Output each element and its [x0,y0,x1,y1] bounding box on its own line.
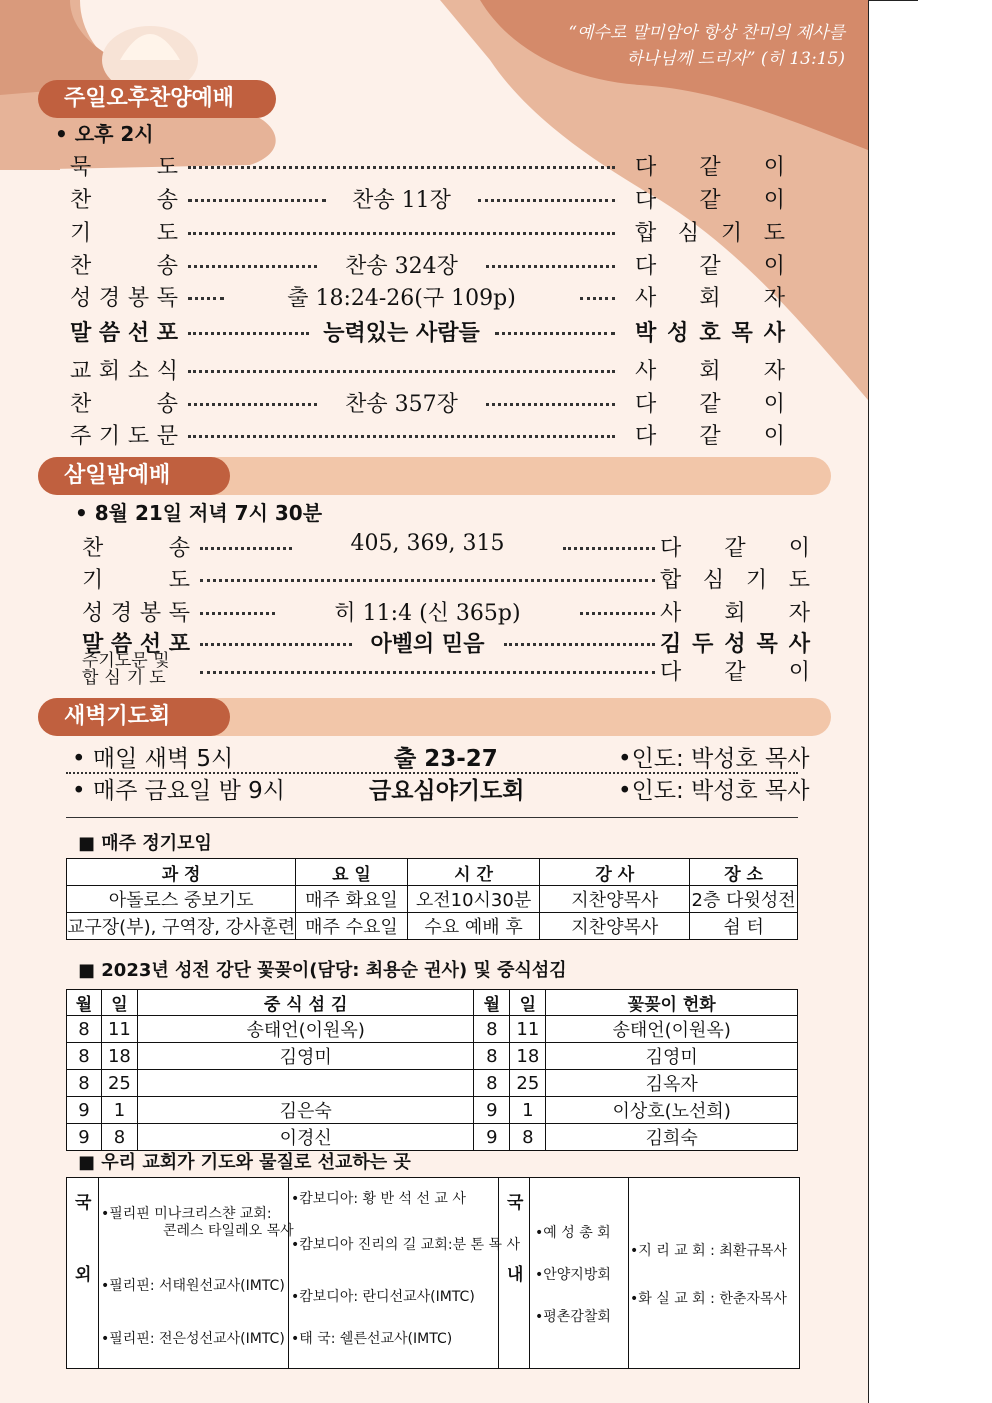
abroad-label: 국 [75,1193,92,1213]
domestic-label: 국 [507,1193,524,1213]
item-label: 말 씀 선 포 [70,320,178,346]
flowers-table [66,989,798,1151]
sunday-item [70,281,785,311]
header-verse: “예수로 말미암아 항상 찬미의 제사를 하나님께 드리자” (히 13:15) [568,23,845,69]
item-label: 묵 도 [70,155,178,180]
page-edge [868,0,869,1403]
table-row: 8 18 김영미 8 18 김영미 [67,1043,798,1070]
item-content: 히 11:4 (신 365p) [334,601,521,626]
item-leader: 다 같 이 [660,536,810,561]
item-leader: 다 같 이 [635,188,785,213]
item-label: 찬 송 [82,536,190,561]
wednesday-last-item: 주기도문 및 합심기도 다 같 이 [82,651,810,688]
sunday-item [70,150,785,180]
item-label: 성 경 봉 독 [82,601,190,626]
item-label: 기 도 [70,221,178,246]
item-content: 능력있는 사람들 [323,320,480,346]
item-label: 성 경 봉 독 [70,286,178,311]
sunday-item [70,419,785,449]
sunday-item [70,354,785,384]
dawn-prayer-title: 새벽기도회 [38,698,230,736]
wednesday-item [82,563,810,593]
item-content: 출 18:24-26(구 109p) [287,286,516,311]
item-leader: 사 회 자 [635,359,785,384]
table-header-row: 월 일 중 식 섬 김 월 일 꽃꽂이 헌화 [67,990,798,1016]
wednesday-service-title: 삼일밤예배 [38,457,230,495]
item-leader: 합 심 기 도 [660,568,810,593]
wednesday-time: • 8월 21일 저녁 7시 30분 [75,501,323,525]
sunday-item [70,183,785,213]
meetings-title: ■ 매주 정기모임 [78,833,212,854]
item-leader: 사 회 자 [660,601,810,626]
wednesday-item [82,596,810,626]
wednesday-item [82,627,810,657]
item-label: 말 씀 선 포 [82,631,190,657]
item-label: 찬 송 [70,188,178,213]
item-leader: 다 같 이 [635,155,785,180]
item-leader: 다 같 이 [635,392,785,417]
dawn-row-2: • 매주 금요일 밤 9시 금요심야기도회 •인도: 박성호 목사 [72,778,810,804]
item-leader: 김 두 성 목 사 [660,631,810,657]
sunday-item [70,216,785,246]
page-edge-top [868,0,918,1]
item-label: 찬 송 [70,392,178,417]
table-row: 8 25 8 25 김옥자 [67,1070,798,1097]
table-row: 8 11 송태언(이원옥) 8 11 송태언(이원옥) [67,1016,798,1043]
dawn-row-1: • 매일 새벽 5시 출 23-27 •인도: 박성호 목사 [72,746,810,772]
table-row: 9 8 이경신 9 8 김희숙 [67,1124,798,1151]
item-label: 기 도 [82,568,190,593]
item-content: 찬송 357장 [345,392,458,417]
table-row: 아돌로스 중보기도 매주 화요일 오전10시30분 지찬양목사 2층 다윗성전 [67,886,798,913]
table-row: 9 1 김은숙 9 1 이상호(노선희) [67,1097,798,1124]
item-label: 주 기 도 문 [70,424,178,449]
mission-table: 국 외 •필리핀 미나크리스챤 교회: 콘레스 타일레오 목사 •필리핀: 서태원선교사(IMTC) •필리핀: 전은성선교사(IMTC) •캄보디아: 황 반 석 선 교 사 •캄보디아 진리의 길 교회:분 톤 목 사 •캄보디아: 란디선교사(IMTC) •태 국: 쉘른선교사(IMTC) 국 내 •예 성 총 회 •안양지방회 •평촌감찰회 •지 리 교 회 : 최환규목사 •화 실 교 회 : 한춘자목사 [66,1177,800,1369]
item-leader: 다 같 이 [635,424,785,449]
item-content: 아벨의 믿음 [370,631,485,657]
sunday-item [70,316,785,346]
item-label: 교 회 소 식 [70,359,178,384]
sunday-item [70,249,785,279]
sunday-time: • 오후 2시 [55,122,154,146]
item-leader: 박 성 호 목 사 [635,320,785,346]
table-row: 교구장(부), 구역장, 강사훈련 매주 수요일 수요 예배 후 지찬양목사 쉼 터 [67,913,798,940]
sunday-item [70,387,785,417]
item-content: 찬송 324장 [345,254,458,279]
table-header-row: 과 정 요 일 시 간 강 사 장 소 [67,859,798,886]
item-leader: 합 심 기 도 [635,221,785,246]
sunday-service-title: 주일오후찬양예배 [38,80,276,118]
item-leader: 다 같 이 [635,254,785,279]
mission-title: ■ 우리 교회가 기도와 물질로 선교하는 곳 [78,1152,411,1173]
wednesday-item [82,531,810,561]
item-content: 405, 369, 315 [350,531,505,556]
meetings-table [66,858,798,940]
item-content: 찬송 11장 [352,188,451,213]
item-label: 찬 송 [70,254,178,279]
section-divider [66,817,798,818]
flowers-title: ■ 2023년 성전 강단 꽃꽂이(담당: 최용순 권사) 및 중식섬김 [78,960,567,981]
item-leader: 사 회 자 [635,286,785,311]
